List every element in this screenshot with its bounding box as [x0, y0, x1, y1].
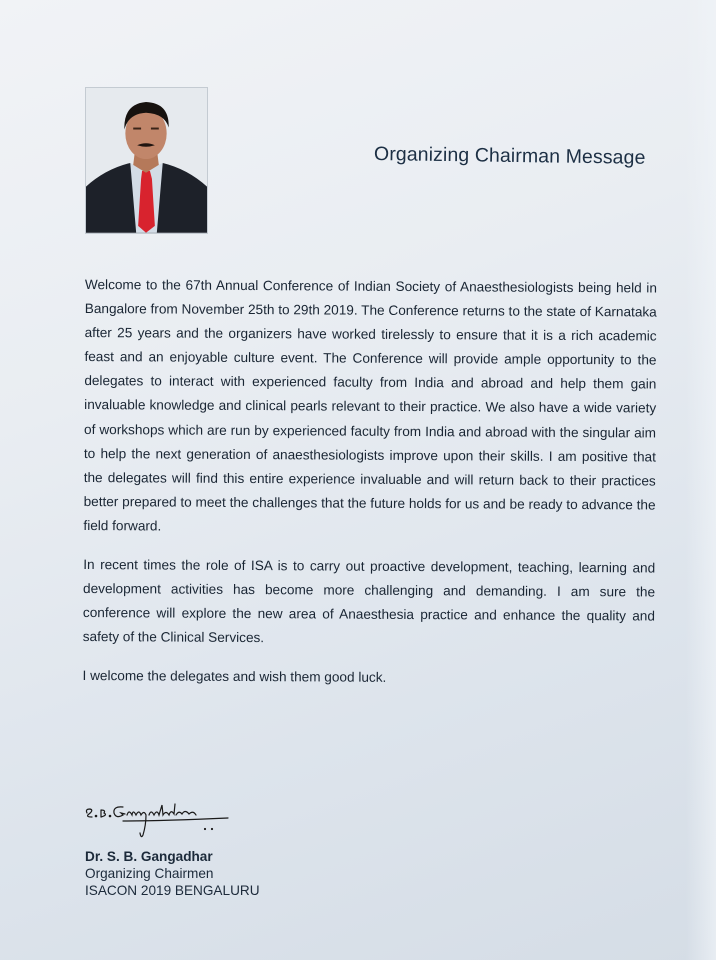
- signature-block: [85, 848, 260, 899]
- signatory-role: Organizing Chairmen: [85, 866, 214, 881]
- chairman-photo: [85, 87, 208, 234]
- message-paragraph-3: I welcome the delegates and wish them good luck.: [82, 668, 387, 686]
- message-paragraph-2: In recent times the role of ISA is to carry out proactive development, teaching, learning and development activities has become more challenging and demanding. I am sure the conference will explore the new area of Anaesthesia practice and enhance the quality and safety of the Clinical Services.: [82, 557, 656, 646]
- message-paragraph-1: Welcome to the 67th Annual Conference of Indian Society of Anaesthesiologists being held in Bangalore from November 25th to 29th 2019. The Conference returns to the state of Karnataka after 25 years and the organizers have worked tirelessly to ensure that it is a rich academic feast and an enjoyable culture event. The Conference will provide ample opportunity to the delegates to interact with experienced faculty from India and abroad and help them gain invaluable knowledge and clinical pearls relevant to their practice. We also have a wide variety of workshops which are run by experienced faculty from India and abroad with the singular aim to help the next generation of anaesthesiologists improve upon their skills. I am positive that the delegates will find this entire experience invaluable and will return back to their practices better prepared to meet the challenges that the future holds for us and be ready to advance the field forward.: [83, 276, 657, 534]
- signatory-name: Dr. S. B. Gangadhar: [85, 849, 213, 864]
- handwritten-signature: [83, 797, 233, 842]
- portrait-image: [86, 88, 207, 233]
- message-body: [82, 273, 657, 707]
- event-name: ISACON 2019 BENGALURU: [85, 883, 260, 898]
- page-title: Organizing Chairman Message: [373, 143, 646, 169]
- page-edge-shading: [686, 0, 716, 960]
